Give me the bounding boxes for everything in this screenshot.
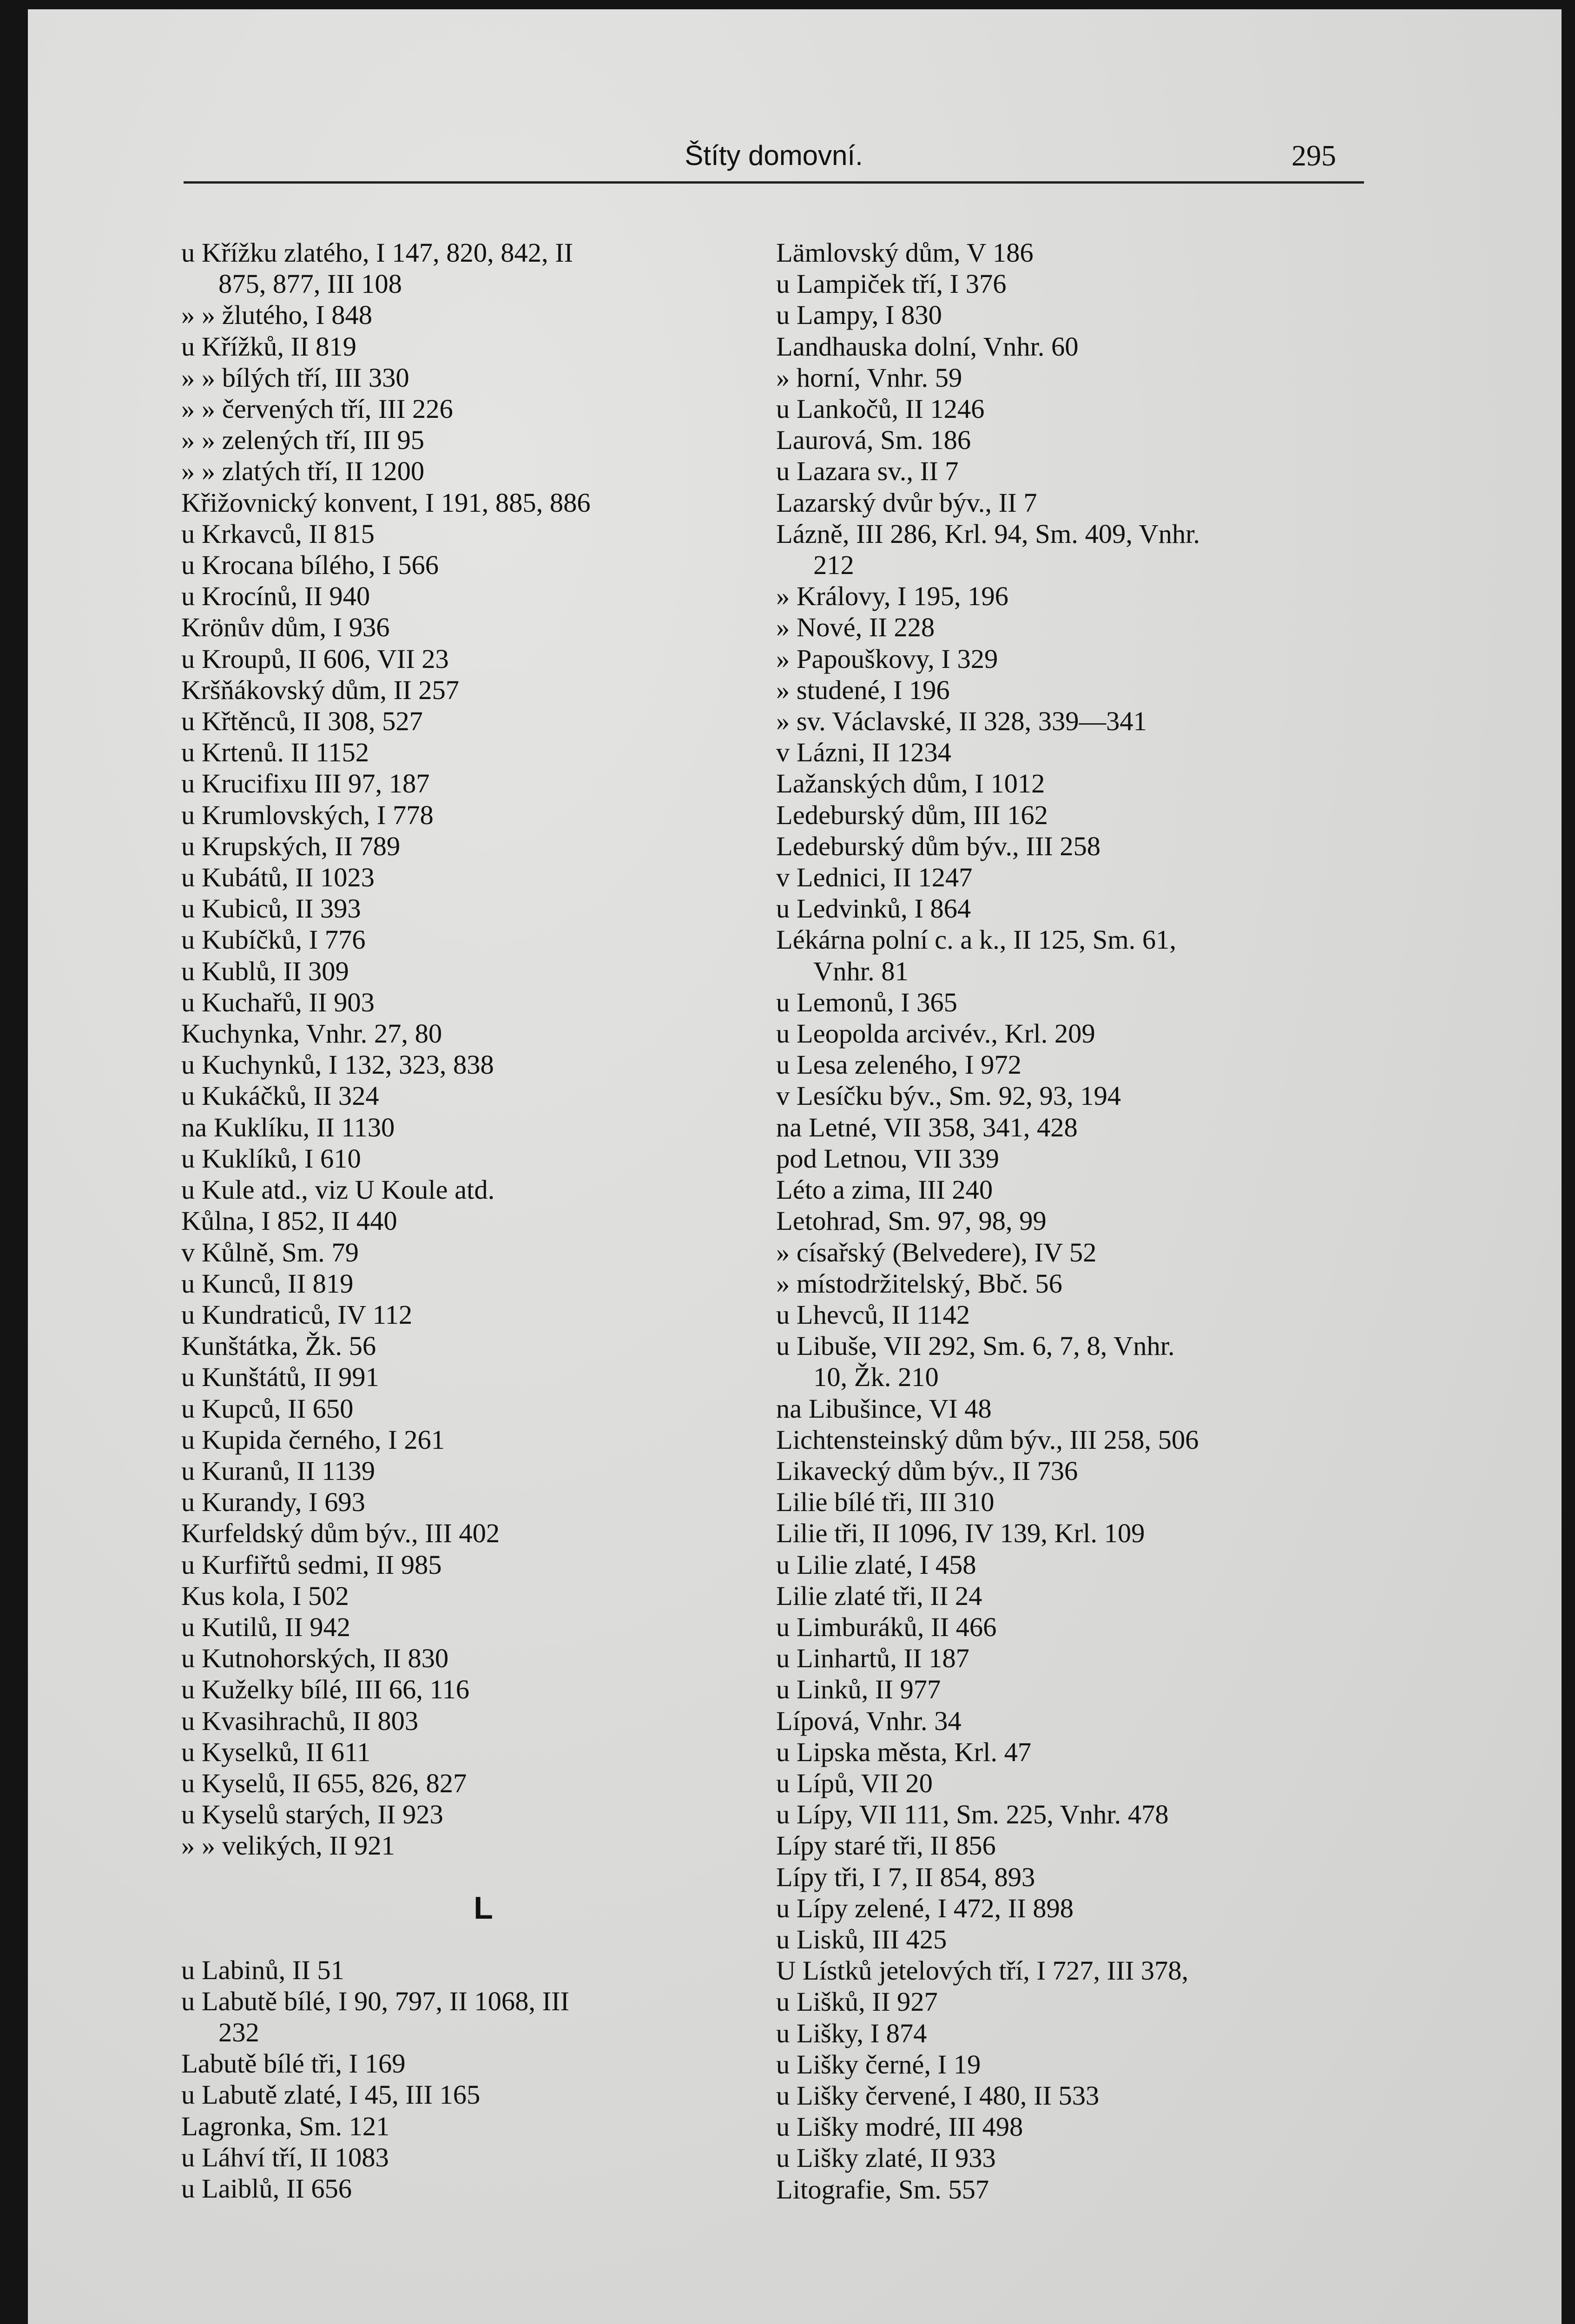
index-entry: u Kuranů, II 1139 xyxy=(181,1455,375,1486)
page-header xyxy=(184,135,1364,184)
index-entry: u Labutě zlaté, I 45, III 165 xyxy=(181,2080,481,2110)
index-entry: Lípy tři, I 7, II 854, 893 xyxy=(776,1862,1035,1892)
index-entry: Ledeburský dům býv., III 258 xyxy=(776,831,1101,861)
index-entry: u Lišky zlaté, II 933 xyxy=(776,2143,996,2173)
index-entry: u Kurandy, I 693 xyxy=(181,1487,365,1518)
index-entry: u Krkavců, II 815 xyxy=(181,518,375,549)
index-entry: » císařský (Belvedere), IV 52 xyxy=(776,1237,1097,1268)
index-entry: u Kukáčků, II 324 xyxy=(181,1081,379,1111)
index-entry: U Lístků jetelových tří, I 727, III 378, xyxy=(776,1955,1189,1986)
index-entry: » » bílých tří, III 330 xyxy=(181,362,409,393)
index-entry: » místodržitelský, Bbč. 56 xyxy=(776,1268,1062,1299)
index-entry: u Leopolda arcivév., Krl. 209 xyxy=(776,1018,1095,1049)
index-entry: Kůlna, I 852, II 440 xyxy=(181,1206,397,1236)
page-number: 295 xyxy=(1292,139,1336,172)
index-entry: u Křtěnců, II 308, 527 xyxy=(181,706,423,737)
index-entry: Lípy staré tři, II 856 xyxy=(776,1830,996,1861)
right-entries xyxy=(776,237,1376,2205)
index-entry: u Lišky červené, I 480, II 533 xyxy=(776,2080,1100,2111)
index-entry: na Letné, VII 358, 341, 428 xyxy=(776,1112,1078,1142)
index-entry: Křižovnický konvent, I 191, 885, 886 xyxy=(181,487,591,518)
index-entry: Kršňákovský dům, II 257 xyxy=(181,674,459,705)
index-entry: u Kuchynků, I 132, 323, 838 xyxy=(181,1050,494,1080)
index-entry: pod Letnou, VII 339 xyxy=(776,1143,999,1174)
index-entry: u Lampiček tří, I 376 xyxy=(776,269,1007,299)
index-entry: Lämlovský dům, V 186 xyxy=(776,238,1034,268)
index-entry: u Kuklíků, I 610 xyxy=(181,1143,361,1174)
index-entry: u Lípů, VII 20 xyxy=(776,1768,933,1798)
index-entry: u Kundraticů, IV 112 xyxy=(181,1299,413,1330)
index-entry: na Kuklíku, II 1130 xyxy=(181,1112,395,1142)
index-entry: v Lázni, II 1234 xyxy=(776,737,951,768)
index-entry: u Labinů, II 51 xyxy=(181,1954,344,1985)
index-entry: Lazarský dvůr býv., II 7 xyxy=(776,487,1037,518)
index-entry: u Krumlovských, I 778 xyxy=(181,799,434,830)
index-entry: na Libušince, VI 48 xyxy=(776,1393,992,1424)
index-entry: » horní, Vnhr. 59 xyxy=(776,362,962,393)
index-entry: u Kupců, II 650 xyxy=(181,1393,354,1424)
index-entry: » sv. Václavské, II 328, 339—341 xyxy=(776,706,1147,737)
index-entry: 212 xyxy=(813,550,854,581)
index-entry: Landhauska dolní, Vnhr. 60 xyxy=(776,331,1079,362)
index-entry: u Krucifixu III 97, 187 xyxy=(181,768,430,799)
index-entry: Labutě bílé tři, I 169 xyxy=(181,2048,406,2079)
index-entry: u Kyselků, II 611 xyxy=(181,1736,371,1767)
index-entry: u Ledvinků, I 864 xyxy=(776,893,971,924)
index-entry: » studené, I 196 xyxy=(776,674,950,705)
index-entry: u Lankočů, II 1246 xyxy=(776,394,985,424)
section-letter-heading: L xyxy=(474,1890,493,1926)
index-entry: u Libuše, VII 292, Sm. 6, 7, 8, Vnhr. xyxy=(776,1331,1175,1361)
index-entry: » » žlutého, I 848 xyxy=(181,300,373,330)
index-entry: » Nové, II 228 xyxy=(776,612,935,643)
index-entry: Ledeburský dům, III 162 xyxy=(776,799,1048,830)
index-entry: u Kunštátů, II 991 xyxy=(181,1362,379,1393)
index-entry: u Kubíčků, I 776 xyxy=(181,924,366,955)
index-entry: u Kunců, II 819 xyxy=(181,1268,354,1299)
index-entry: u Lisků, III 425 xyxy=(776,1924,947,1954)
index-entry: u Lazara sv., II 7 xyxy=(776,456,959,487)
index-entry: u Kvasihrachů, II 803 xyxy=(181,1705,419,1736)
index-entry: u Krocana bílého, I 566 xyxy=(181,550,439,581)
index-entry: Lichtensteinský dům býv., III 258, 506 xyxy=(776,1424,1199,1455)
index-entry: Letohrad, Sm. 97, 98, 99 xyxy=(776,1206,1047,1236)
index-entry: u Linků, II 977 xyxy=(776,1674,941,1705)
index-entry: Kunštátka, Žk. 56 xyxy=(181,1331,376,1361)
index-entry: u Limburáků, II 466 xyxy=(776,1611,997,1642)
index-entry: Laurová, Sm. 186 xyxy=(776,425,971,456)
index-entry: » » červených tří, III 226 xyxy=(181,394,453,424)
left-entries-after-heading xyxy=(181,1954,785,2205)
index-entry: u Kubátů, II 1023 xyxy=(181,862,375,893)
index-entry: » Papouškovy, I 329 xyxy=(776,643,998,674)
index-entry: » » zelených tří, III 95 xyxy=(181,425,425,456)
index-entry: u Laiblů, II 656 xyxy=(181,2173,352,2204)
index-entry: » Královy, I 195, 196 xyxy=(776,581,1008,612)
right-column xyxy=(776,237,1376,2205)
index-entry: u Lípy zelené, I 472, II 898 xyxy=(776,1893,1074,1923)
index-entry: Lilie tři, II 1096, IV 139, Krl. 109 xyxy=(776,1518,1145,1549)
index-entry: u Křížku zlatého, I 147, 820, 842, II xyxy=(181,238,573,268)
index-entry: u Labutě bílé, I 90, 797, II 1068, III xyxy=(181,1986,570,2016)
index-entry: u Kupida černého, I 261 xyxy=(181,1424,445,1455)
index-entry: u Křížků, II 819 xyxy=(181,331,356,362)
index-entry: u Lišky, I 874 xyxy=(776,2018,927,2048)
index-entry: u Lišky modré, III 498 xyxy=(776,2112,1023,2142)
index-entry: Kuchynka, Vnhr. 27, 80 xyxy=(181,1018,442,1049)
index-entry: u Lípy, VII 111, Sm. 225, Vnhr. 478 xyxy=(776,1799,1169,1830)
index-entry: 875, 877, III 108 xyxy=(218,269,402,299)
index-entry: u Kroupů, II 606, VII 23 xyxy=(181,643,449,674)
index-entry: Lagronka, Sm. 121 xyxy=(181,2111,390,2141)
index-entry: u Láhví tří, II 1083 xyxy=(181,2142,389,2172)
index-entry: 232 xyxy=(218,2017,259,2047)
index-entry: v Lesíčku býv., Sm. 92, 93, 194 xyxy=(776,1081,1121,1111)
index-entry: u Kutnohorských, II 830 xyxy=(181,1643,449,1674)
index-entry: Kurfeldský dům býv., III 402 xyxy=(181,1518,500,1549)
book-page xyxy=(28,9,1562,2324)
index-entry: u Kyselů, II 655, 826, 827 xyxy=(181,1768,467,1798)
index-entry: u Kuželky bílé, III 66, 116 xyxy=(181,1674,470,1705)
index-entry: u Lesa zeleného, I 972 xyxy=(776,1050,1021,1080)
index-entry: Lázně, III 286, Krl. 94, Sm. 409, Vnhr. xyxy=(776,518,1200,549)
index-entry: Lilie zlaté tři, II 24 xyxy=(776,1580,982,1611)
index-entry: Likavecký dům býv., II 736 xyxy=(776,1455,1078,1486)
index-entry: Léto a zima, III 240 xyxy=(776,1175,993,1205)
index-entry: Lípová, Vnhr. 34 xyxy=(776,1705,962,1736)
index-entry: Vnhr. 81 xyxy=(813,956,909,986)
index-entry: Lilie bílé tři, III 310 xyxy=(776,1487,995,1518)
index-entry: u Kubiců, II 393 xyxy=(181,893,361,924)
index-entry: u Kublů, II 309 xyxy=(181,956,349,986)
index-entry: u Lampy, I 830 xyxy=(776,300,942,330)
index-entry: Lažanských dům, I 1012 xyxy=(776,768,1045,799)
index-entry: » » velikých, II 921 xyxy=(181,1830,395,1861)
index-entry: u Krtenů. II 1152 xyxy=(181,737,369,768)
index-entry: v Kůlně, Sm. 79 xyxy=(181,1237,359,1268)
index-entry: u Lhevců, II 1142 xyxy=(776,1299,970,1330)
index-entry: u Lišky černé, I 19 xyxy=(776,2049,981,2080)
index-entry: Lékárna polní c. a k., II 125, Sm. 61, xyxy=(776,924,1177,955)
index-entry: u Lipska města, Krl. 47 xyxy=(776,1736,1032,1767)
index-entry: u Krocínů, II 940 xyxy=(181,581,370,612)
left-column xyxy=(181,237,785,2204)
index-entry: Krönův dům, I 936 xyxy=(181,612,390,643)
index-entry: u Kyselů starých, II 923 xyxy=(181,1799,443,1830)
index-entry: 10, Žk. 210 xyxy=(813,1362,939,1393)
index-entry: Litografie, Sm. 557 xyxy=(776,2174,989,2205)
index-entry: u Lemonů, I 365 xyxy=(776,987,957,1017)
index-entry: u Linhartů, II 187 xyxy=(776,1643,969,1674)
running-title: Štíty domovní. xyxy=(685,140,863,171)
index-entry: u Kurfiřtů sedmi, II 985 xyxy=(181,1549,442,1580)
index-entry: u Kuchařů, II 903 xyxy=(181,987,375,1017)
index-entry: Kus kola, I 502 xyxy=(181,1580,349,1611)
index-entry: v Lednici, II 1247 xyxy=(776,862,973,893)
index-entry: u Lilie zlaté, I 458 xyxy=(776,1549,976,1580)
left-entries xyxy=(181,237,785,1862)
index-entry: u Lišků, II 927 xyxy=(776,1987,938,2017)
index-entry: u Krupských, II 789 xyxy=(181,831,401,861)
index-entry: » » zlatých tří, II 1200 xyxy=(181,456,425,487)
index-entry: u Kule atd., viz U Koule atd. xyxy=(181,1175,495,1205)
index-entry: u Kutilů, II 942 xyxy=(181,1611,350,1642)
